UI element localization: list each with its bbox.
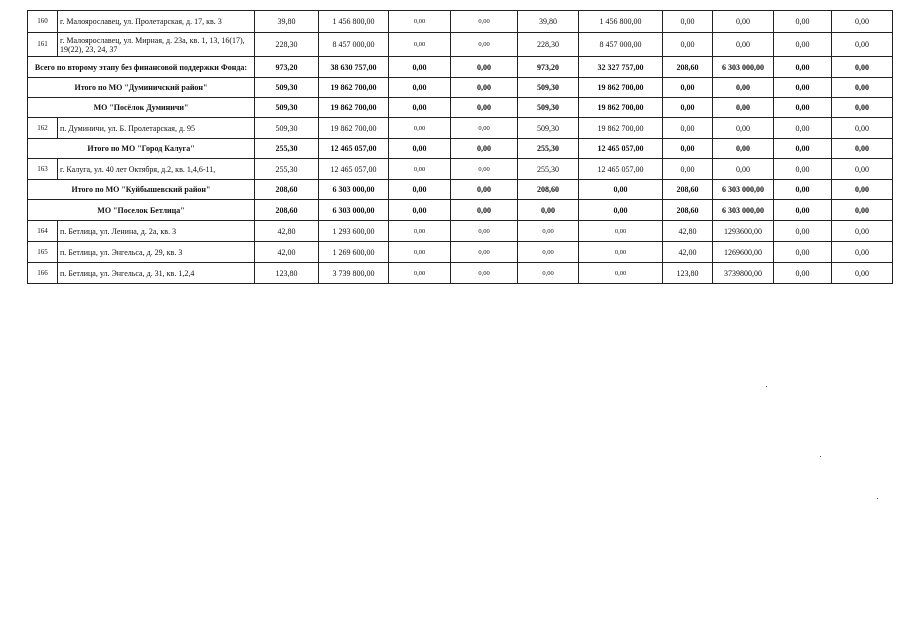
value-cell: 0,00 — [389, 200, 451, 221]
value-cell: 0,00 — [451, 159, 518, 180]
subtotal-label: Итого по МО "Думиничский район" — [28, 78, 255, 98]
value-cell: 12 465 057,00 — [319, 159, 389, 180]
value-cell: 19 862 700,00 — [579, 118, 663, 139]
value-cell: 0,00 — [451, 11, 518, 33]
row-number: 165 — [28, 242, 58, 263]
value-cell: 0,00 — [713, 33, 774, 57]
value-cell: 0,00 — [389, 57, 451, 78]
value-cell: 0,00 — [713, 159, 774, 180]
value-cell: 12 465 057,00 — [579, 139, 663, 159]
row-number: 161 — [28, 33, 58, 57]
value-cell: 208,60 — [255, 200, 319, 221]
value-cell: 0,00 — [579, 200, 663, 221]
housing-program-table — [27, 10, 893, 284]
table-row — [28, 263, 893, 284]
value-cell: 0,00 — [579, 242, 663, 263]
value-cell: 0,00 — [832, 139, 893, 159]
value-cell: 255,30 — [255, 139, 319, 159]
table-row — [28, 33, 893, 57]
value-cell: 6 303 000,00 — [319, 180, 389, 200]
value-cell: 0,00 — [774, 118, 832, 139]
subtotal-row — [28, 57, 893, 78]
subtotal-row — [28, 139, 893, 159]
value-cell: 32 327 757,00 — [579, 57, 663, 78]
value-cell: 0,00 — [451, 33, 518, 57]
value-cell: 0,00 — [713, 11, 774, 33]
value-cell: 0,00 — [832, 33, 893, 57]
address-cell: п. Бетлица, ул. Энгельса, д. 29, кв. 3 — [58, 242, 255, 263]
value-cell: 0,00 — [451, 200, 518, 221]
value-cell: 208,60 — [663, 200, 713, 221]
value-cell: 0,00 — [774, 242, 832, 263]
value-cell: 0,00 — [451, 118, 518, 139]
value-cell: 0,00 — [774, 139, 832, 159]
value-cell: 0,00 — [774, 200, 832, 221]
value-cell: 1 456 800,00 — [579, 11, 663, 33]
value-cell: 0,00 — [713, 98, 774, 118]
value-cell: 0,00 — [389, 78, 451, 98]
value-cell: 208,60 — [255, 180, 319, 200]
value-cell: 0,00 — [389, 98, 451, 118]
value-cell: 42,80 — [255, 221, 319, 242]
address-cell: п. Думиничи, ул. Б. Пролетарская, д. 95 — [58, 118, 255, 139]
value-cell: 0,00 — [451, 139, 518, 159]
value-cell: 0,00 — [579, 221, 663, 242]
subtotal-row — [28, 78, 893, 98]
value-cell: 255,30 — [518, 159, 579, 180]
subtotal-row — [28, 200, 893, 221]
row-number: 164 — [28, 221, 58, 242]
value-cell: 0,00 — [832, 180, 893, 200]
scan-speck — [877, 498, 878, 499]
value-cell: 0,00 — [832, 200, 893, 221]
value-cell: 0,00 — [451, 180, 518, 200]
scan-speck — [820, 456, 821, 457]
value-cell: 228,30 — [518, 33, 579, 57]
value-cell: 0,00 — [389, 33, 451, 57]
value-cell: 6 303 000,00 — [319, 200, 389, 221]
value-cell: 6 303 000,00 — [713, 200, 774, 221]
subtotal-label: МО "Поселок Бетлица" — [28, 200, 255, 221]
value-cell: 12 465 057,00 — [319, 139, 389, 159]
value-cell: 509,30 — [518, 78, 579, 98]
value-cell: 0,00 — [518, 221, 579, 242]
value-cell: 208,60 — [518, 180, 579, 200]
value-cell: 0,00 — [832, 11, 893, 33]
value-cell: 39,80 — [255, 11, 319, 33]
row-number: 163 — [28, 159, 58, 180]
value-cell: 0,00 — [774, 180, 832, 200]
value-cell: 0,00 — [579, 263, 663, 284]
value-cell: 973,20 — [255, 57, 319, 78]
value-cell: 208,60 — [663, 180, 713, 200]
value-cell: 123,80 — [663, 263, 713, 284]
subtotal-label: МО "Посёлок Думиничи" — [28, 98, 255, 118]
value-cell: 0,00 — [832, 221, 893, 242]
value-cell: 0,00 — [518, 242, 579, 263]
row-number: 162 — [28, 118, 58, 139]
value-cell: 509,30 — [255, 118, 319, 139]
value-cell: 0,00 — [832, 242, 893, 263]
address-cell: п. Бетлица, ул. Энгельса, д. 31, кв. 1,2,4 — [58, 263, 255, 284]
value-cell: 0,00 — [774, 11, 832, 33]
address-cell: г. Калуга, ул. 40 лет Октября, д.2, кв. 1,4,6-11, — [58, 159, 255, 180]
address-cell: г. Малоярославец, ул. Пролетарская, д. 17, кв. 3 — [58, 11, 255, 33]
table-row — [28, 11, 893, 33]
value-cell: 0,00 — [451, 263, 518, 284]
value-cell: 1 456 800,00 — [319, 11, 389, 33]
value-cell: 0,00 — [518, 263, 579, 284]
value-cell: 255,30 — [518, 139, 579, 159]
value-cell: 0,00 — [832, 98, 893, 118]
value-cell: 0,00 — [451, 242, 518, 263]
value-cell: 0,00 — [389, 11, 451, 33]
subtotal-row — [28, 180, 893, 200]
value-cell: 0,00 — [451, 98, 518, 118]
value-cell: 1269600,00 — [713, 242, 774, 263]
table-row — [28, 118, 893, 139]
value-cell: 12 465 057,00 — [579, 159, 663, 180]
value-cell: 8 457 000,00 — [579, 33, 663, 57]
address-cell: г. Малоярославец, ул. Мирная, д. 23а, кв. 1, 13, 16(17), 19(22), 23, 24, 37 — [58, 33, 255, 57]
value-cell: 0,00 — [832, 78, 893, 98]
value-cell: 0,00 — [389, 118, 451, 139]
value-cell: 19 862 700,00 — [579, 78, 663, 98]
value-cell: 0,00 — [832, 159, 893, 180]
value-cell: 0,00 — [451, 78, 518, 98]
value-cell: 0,00 — [389, 139, 451, 159]
value-cell: 0,00 — [663, 159, 713, 180]
value-cell: 0,00 — [774, 57, 832, 78]
value-cell: 509,30 — [518, 98, 579, 118]
value-cell: 509,30 — [518, 118, 579, 139]
subtotal-label: Итого по МО "Куйбышевский район" — [28, 180, 255, 200]
value-cell: 0,00 — [663, 33, 713, 57]
subtotal-label: Итого по МО "Город Калуга" — [28, 139, 255, 159]
subtotal-row — [28, 98, 893, 118]
value-cell: 8 457 000,00 — [319, 33, 389, 57]
value-cell: 123,80 — [255, 263, 319, 284]
value-cell: 208,60 — [663, 57, 713, 78]
value-cell: 0,00 — [832, 263, 893, 284]
row-number: 166 — [28, 263, 58, 284]
table-row — [28, 242, 893, 263]
value-cell: 19 862 700,00 — [319, 78, 389, 98]
value-cell: 19 862 700,00 — [579, 98, 663, 118]
value-cell: 0,00 — [663, 78, 713, 98]
value-cell: 0,00 — [774, 98, 832, 118]
value-cell: 0,00 — [389, 180, 451, 200]
value-cell: 0,00 — [713, 139, 774, 159]
scan-speck — [766, 386, 767, 387]
value-cell: 0,00 — [774, 221, 832, 242]
value-cell: 0,00 — [774, 78, 832, 98]
value-cell: 0,00 — [389, 221, 451, 242]
value-cell: 0,00 — [832, 57, 893, 78]
value-cell: 0,00 — [663, 98, 713, 118]
value-cell: 6 303 000,00 — [713, 180, 774, 200]
value-cell: 38 630 757,00 — [319, 57, 389, 78]
value-cell: 1 269 600,00 — [319, 242, 389, 263]
value-cell: 19 862 700,00 — [319, 98, 389, 118]
value-cell: 1293600,00 — [713, 221, 774, 242]
value-cell: 509,30 — [255, 78, 319, 98]
value-cell: 39,80 — [518, 11, 579, 33]
value-cell: 0,00 — [774, 33, 832, 57]
value-cell: 509,30 — [255, 98, 319, 118]
value-cell: 3739800,00 — [713, 263, 774, 284]
value-cell: 0,00 — [389, 159, 451, 180]
value-cell: 0,00 — [663, 11, 713, 33]
value-cell: 42,00 — [255, 242, 319, 263]
value-cell: 0,00 — [774, 159, 832, 180]
value-cell: 0,00 — [713, 78, 774, 98]
value-cell: 228,30 — [255, 33, 319, 57]
address-cell: п. Бетлица, ул. Ленина, д. 2а, кв. 3 — [58, 221, 255, 242]
value-cell: 0,00 — [663, 118, 713, 139]
value-cell: 42,80 — [663, 221, 713, 242]
value-cell: 255,30 — [255, 159, 319, 180]
value-cell: 3 739 800,00 — [319, 263, 389, 284]
value-cell: 0,00 — [518, 200, 579, 221]
value-cell: 0,00 — [389, 263, 451, 284]
subtotal-label: Всего по второму этапу без финансовой поддержки Фонда: — [28, 57, 255, 78]
value-cell: 973,20 — [518, 57, 579, 78]
value-cell: 0,00 — [663, 139, 713, 159]
value-cell: 0,00 — [389, 242, 451, 263]
table-row — [28, 159, 893, 180]
value-cell: 0,00 — [713, 118, 774, 139]
row-number: 160 — [28, 11, 58, 33]
value-cell: 1 293 600,00 — [319, 221, 389, 242]
value-cell: 0,00 — [832, 118, 893, 139]
value-cell: 0,00 — [774, 263, 832, 284]
table-row — [28, 221, 893, 242]
value-cell: 6 303 000,00 — [713, 57, 774, 78]
value-cell: 0,00 — [579, 180, 663, 200]
value-cell: 0,00 — [451, 57, 518, 78]
value-cell: 42,00 — [663, 242, 713, 263]
value-cell: 0,00 — [451, 221, 518, 242]
value-cell: 19 862 700,00 — [319, 118, 389, 139]
